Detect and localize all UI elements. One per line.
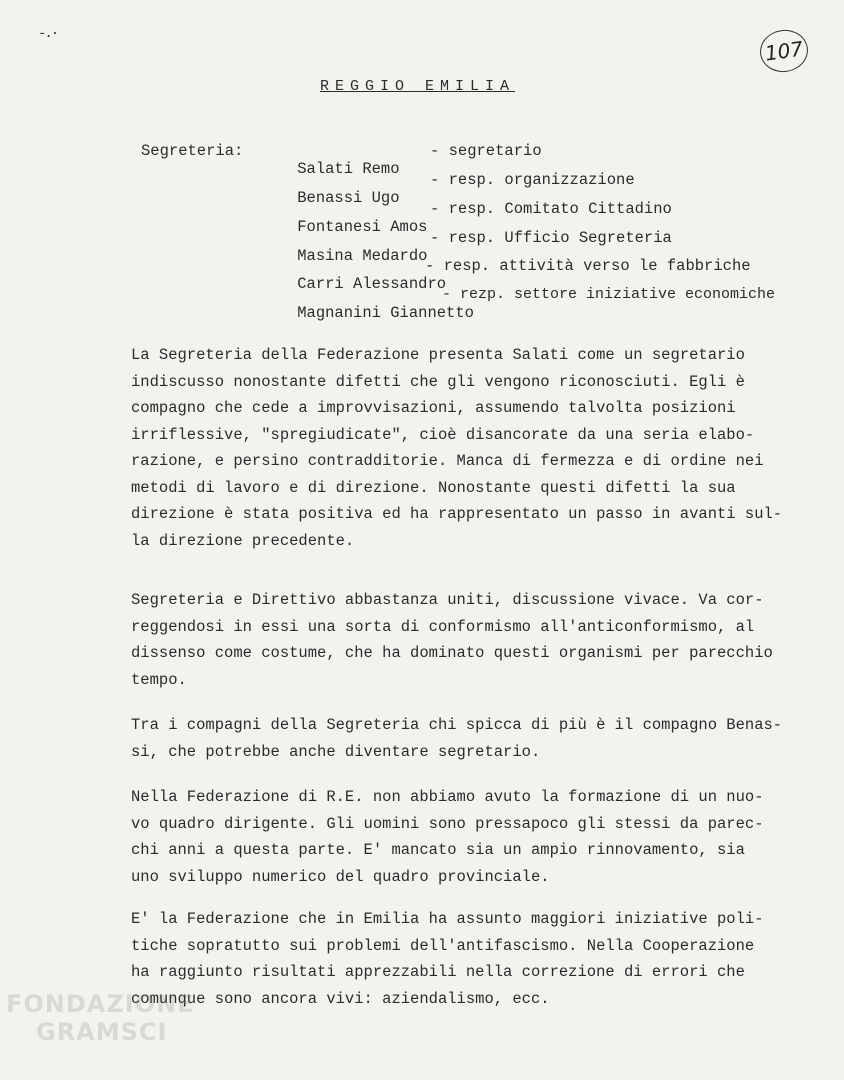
text-line: direzione è stata positiva ed ha rappresentato un passo in avanti sul- [131,505,783,523]
paragraph [131,784,821,890]
member-role: - resp. Ufficio Segreteria [430,229,672,247]
text-line: razione, e persino contradditorie. Manca di fermezza e di ordine nei [131,452,764,470]
text-line: Segreteria e Direttivo abbastanza uniti, discussione vivace. Va cor- [131,591,764,609]
text-line: Tra i compagni della Segreteria chi spicca di più è il compagno Benas- [131,716,783,734]
member-role: - resp. organizzazione [430,171,635,189]
text-line: compagno che cede a improvvisazioni, assumendo talvolta posizioni [131,399,736,417]
secretariat-label: Segreteria: [141,142,244,160]
text-line: vo quadro dirigente. Gli uomini sono pressapoco gli stessi da parec- [131,814,764,833]
text-line: reggendosi in essi una sorta di conformismo all'anticonformismo, al [131,617,755,636]
text-line: ha raggiunto risultati apprezzabili nella correzione di errori che [131,963,745,981]
paragraph [131,342,821,554]
watermark-line: FONDAZIONE [6,990,195,1018]
member-name: Masina Medardo [297,247,428,265]
member-role: - segretario [430,142,542,160]
text-line: La Segreteria della Federazione presenta Salati come un segretario [131,346,745,364]
text-line: comunque sono ancora vivi: aziendalismo, ecc. [131,989,550,1008]
paragraph [131,906,821,1012]
corner-mark: -.· [38,26,58,42]
member-name: Magnanini Giannetto [297,304,474,322]
member-role: - rezp. settore iniziative economiche [442,286,776,303]
page-number: 107 [757,27,810,75]
paragraph [131,587,821,693]
text-line: la direzione precedente. [131,531,355,550]
text-line: metodi di lavoro e di direzione. Nonostante questi difetti la sua [131,478,736,497]
text-line: irriflessive, "spregiudicate", cioè disancorate da una seria elabo- [131,425,755,444]
text-line: indiscusso nonostante difetti che gli vengono riconosciuti. Egli è [131,372,745,391]
document-title: REGGIO EMILIA [320,78,516,95]
member-role: - resp. Comitato Cittadino [430,200,672,218]
paragraph [131,712,821,765]
fondazione-gramsci-watermark [6,990,195,1046]
text-line: E' la Federazione che in Emilia ha assunto maggiori iniziative poli- [131,910,764,928]
text-line: uno sviluppo numerico del quadro provinciale. [131,867,550,886]
text-line: tempo. [131,670,187,689]
member-role: - resp. attività verso le fabbriche [425,257,751,275]
member-name: Benassi Ugo [297,189,400,207]
member-name: Fontanesi Amos [297,218,428,236]
member-name: Carri Alessandro [297,275,447,293]
text-line: si, che potrebbe anche diventare segretario. [131,742,541,761]
member-name: Salati Remo [297,160,400,178]
text-line: tiche sopratutto sui problemi dell'antifascismo. Nella Cooperazione [131,936,755,955]
text-line: dissenso come costume, che ha dominato questi organismi per parecchio [131,644,773,662]
watermark-line: GRAMSCI [36,1018,168,1046]
text-line: chi anni a questa parte. E' mancato sia un ampio rinnovamento, sia [131,841,745,859]
text-line: Nella Federazione di R.E. non abbiamo avuto la formazione di un nuo- [131,788,764,806]
